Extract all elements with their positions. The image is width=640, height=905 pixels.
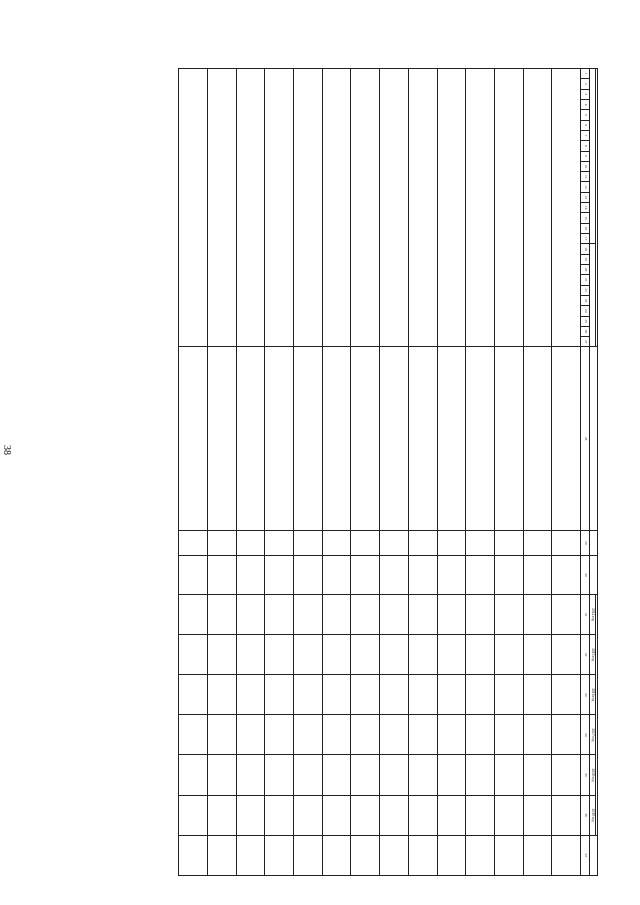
column-number: 1: [581, 69, 590, 79]
description-cell: [494, 347, 523, 530]
table-row: [494, 69, 523, 876]
year-value-cell: [494, 595, 523, 635]
year-value-cell: [207, 755, 236, 795]
description-cell: [466, 347, 495, 530]
column-number: 37: [581, 835, 590, 875]
base-year-cell: [552, 556, 581, 595]
year-value-cell: [523, 675, 552, 715]
target-value-cell: [523, 835, 552, 875]
code-cell: [466, 69, 495, 347]
column-number: 15: [581, 213, 590, 223]
year-value-cell: [179, 635, 208, 675]
description-cell: [408, 347, 437, 530]
year-value-cell: [437, 715, 466, 755]
table-row: [207, 69, 236, 876]
year-value-cell: [552, 795, 581, 835]
year-value-cell: [236, 675, 265, 715]
column-number: 26: [581, 326, 590, 336]
base-year-cell: [236, 556, 265, 595]
year-value-cell: [408, 715, 437, 755]
table-body: [179, 69, 581, 876]
year-value-cell: [437, 755, 466, 795]
target-value-cell: [236, 835, 265, 875]
year-value-cell: [466, 595, 495, 635]
unit-cell: [207, 530, 236, 555]
year-value-cell: [351, 755, 380, 795]
year-value-cell: [294, 715, 323, 755]
column-number: 17: [581, 234, 590, 244]
unit-cell: [494, 530, 523, 555]
year-value-cell: [552, 595, 581, 635]
year-header: 2014 год: [590, 595, 596, 635]
unit-cell: [236, 530, 265, 555]
table-row: [523, 69, 552, 876]
year-value-cell: [437, 675, 466, 715]
year-value-cell: [408, 635, 437, 675]
base-year-cell: [494, 556, 523, 595]
year-value-cell: [351, 715, 380, 755]
description-cell: [207, 347, 236, 530]
year-value-cell: [523, 595, 552, 635]
year-value-cell: [380, 795, 409, 835]
target-value-cell: [494, 835, 523, 875]
description-cell: [523, 347, 552, 530]
base-year-cell: [294, 556, 323, 595]
year-value-cell: [466, 675, 495, 715]
target-value-cell: [408, 835, 437, 875]
year-value-cell: [523, 795, 552, 835]
column-number: 36: [581, 795, 590, 835]
unit-cell: [408, 530, 437, 555]
budget-codes-header: [596, 69, 598, 347]
base-year-cell: [437, 556, 466, 595]
unit-cell: [523, 530, 552, 555]
year-value-cell: [494, 755, 523, 795]
header-row: [596, 69, 598, 876]
column-number: 22: [581, 285, 590, 295]
code-cell: [380, 69, 409, 347]
year-value-cell: [351, 635, 380, 675]
column-number: 33: [581, 675, 590, 715]
target-value-cell: [294, 835, 323, 875]
unit-header: [590, 530, 598, 555]
year-value-cell: [236, 715, 265, 755]
target-value-cell: [351, 835, 380, 875]
year-value-cell: [322, 635, 351, 675]
year-value-cell: [552, 715, 581, 755]
column-number: 25: [581, 316, 590, 326]
column-number-row: [581, 69, 590, 876]
column-number: 9: [581, 151, 590, 161]
year-value-cell: [494, 635, 523, 675]
year-value-cell: [265, 675, 294, 715]
description-cell: [322, 347, 351, 530]
year-value-cell: [179, 715, 208, 755]
base-year-cell: [179, 556, 208, 595]
year-value-cell: [265, 635, 294, 675]
year-value-cell: [294, 635, 323, 675]
base-year-cell: [265, 556, 294, 595]
column-number: 23: [581, 295, 590, 305]
column-number: 18: [581, 244, 590, 254]
year-value-cell: [322, 595, 351, 635]
column-number: 3: [581, 89, 590, 99]
year-value-cell: [466, 715, 495, 755]
code-cell: [494, 69, 523, 347]
year-value-cell: [552, 635, 581, 675]
year-value-cell: [179, 795, 208, 835]
table-row: [265, 69, 294, 876]
target-header: [590, 835, 598, 875]
year-value-cell: [236, 795, 265, 835]
unit-cell: [552, 530, 581, 555]
table-row: [466, 69, 495, 876]
target-value-cell: [466, 835, 495, 875]
table-row: [552, 69, 581, 876]
description-cell: [294, 347, 323, 530]
unit-cell: [380, 530, 409, 555]
column-number: 24: [581, 306, 590, 316]
year-value-cell: [351, 675, 380, 715]
unit-cell: [437, 530, 466, 555]
column-number: 5: [581, 110, 590, 120]
code-cell: [179, 69, 208, 347]
unit-cell: [466, 530, 495, 555]
code-cell: [408, 69, 437, 347]
year-value-cell: [236, 755, 265, 795]
target-value-cell: [179, 835, 208, 875]
year-value-cell: [466, 755, 495, 795]
year-value-cell: [179, 675, 208, 715]
column-number: 20: [581, 264, 590, 274]
unit-cell: [294, 530, 323, 555]
year-value-cell: [380, 675, 409, 715]
column-number: 10: [581, 161, 590, 171]
description-cell: [236, 347, 265, 530]
code-cell: [322, 69, 351, 347]
base-year-cell: [523, 556, 552, 595]
description-cell: [552, 347, 581, 530]
code-cell: [552, 69, 581, 347]
column-number: 14: [581, 203, 590, 213]
year-value-cell: [380, 715, 409, 755]
year-value-cell: [466, 635, 495, 675]
column-number: 19: [581, 254, 590, 264]
year-value-cell: [523, 755, 552, 795]
page-number: 38: [1, 445, 12, 455]
year-value-cell: [380, 595, 409, 635]
code-cell: [437, 69, 466, 347]
year-value-cell: [322, 715, 351, 755]
year-value-cell: [552, 675, 581, 715]
column-number: 13: [581, 192, 590, 202]
column-number: 27: [581, 337, 590, 347]
year-header: 2015 год: [590, 635, 596, 675]
code-cell: [236, 69, 265, 347]
column-number: 34: [581, 715, 590, 755]
year-value-cell: [466, 795, 495, 835]
column-number: 29: [581, 530, 590, 555]
year-value-cell: [494, 675, 523, 715]
year-value-cell: [179, 755, 208, 795]
years-group-header: [596, 595, 598, 836]
year-value-cell: [408, 795, 437, 835]
year-value-cell: [207, 795, 236, 835]
year-header: 2016 год: [590, 675, 596, 715]
base-year-cell: [408, 556, 437, 595]
year-value-cell: [408, 755, 437, 795]
year-value-cell: [265, 755, 294, 795]
classification-subheader: [590, 69, 596, 244]
table-row: [380, 69, 409, 876]
year-value-cell: [351, 595, 380, 635]
year-value-cell: [294, 795, 323, 835]
code-cell: [351, 69, 380, 347]
year-value-cell: [523, 635, 552, 675]
year-value-cell: [207, 675, 236, 715]
year-value-cell: [437, 635, 466, 675]
year-header: 2018 год: [590, 755, 596, 795]
year-value-cell: [494, 715, 523, 755]
column-number: 16: [581, 223, 590, 233]
target-value-cell: [380, 835, 409, 875]
program-indicators-table: [178, 68, 598, 876]
column-number: 32: [581, 635, 590, 675]
year-value-cell: [265, 595, 294, 635]
extra-codes-subheader: [590, 244, 596, 347]
column-number: 8: [581, 141, 590, 151]
base-year-header: [590, 556, 598, 595]
column-number: 35: [581, 755, 590, 795]
column-number: 12: [581, 182, 590, 192]
year-value-cell: [351, 795, 380, 835]
year-value-cell: [294, 675, 323, 715]
year-value-cell: [552, 755, 581, 795]
code-cell: [523, 69, 552, 347]
target-value-cell: [552, 835, 581, 875]
column-number: 6: [581, 120, 590, 130]
year-value-cell: [294, 755, 323, 795]
year-value-cell: [265, 715, 294, 755]
column-number: 21: [581, 275, 590, 285]
unit-cell: [179, 530, 208, 555]
target-value-cell: [265, 835, 294, 875]
year-value-cell: [179, 595, 208, 635]
table-row: [322, 69, 351, 876]
code-cell: [207, 69, 236, 347]
base-year-cell: [207, 556, 236, 595]
column-number: 28: [581, 347, 590, 530]
column-number: 2: [581, 79, 590, 89]
year-value-cell: [408, 595, 437, 635]
unit-cell: [265, 530, 294, 555]
table-row: [236, 69, 265, 876]
year-header: 2017 год: [590, 715, 596, 755]
column-number: 31: [581, 595, 590, 635]
column-number: 4: [581, 99, 590, 109]
column-number: 7: [581, 130, 590, 140]
description-cell: [437, 347, 466, 530]
target-value-cell: [207, 835, 236, 875]
target-value-cell: [322, 835, 351, 875]
description-cell: [265, 347, 294, 530]
year-value-cell: [322, 795, 351, 835]
year-value-cell: [294, 595, 323, 635]
year-value-cell: [207, 635, 236, 675]
year-header: 2019 год: [590, 795, 596, 835]
base-year-cell: [351, 556, 380, 595]
year-value-cell: [523, 715, 552, 755]
table-row: [437, 69, 466, 876]
year-value-cell: [380, 635, 409, 675]
year-value-cell: [265, 795, 294, 835]
year-value-cell: [437, 595, 466, 635]
year-value-cell: [322, 675, 351, 715]
unit-cell: [351, 530, 380, 555]
year-value-cell: [207, 715, 236, 755]
base-year-cell: [466, 556, 495, 595]
year-value-cell: [494, 795, 523, 835]
code-cell: [265, 69, 294, 347]
code-cell: [294, 69, 323, 347]
table-row: [408, 69, 437, 876]
table-row: [179, 69, 208, 876]
column-number: 30: [581, 556, 590, 595]
year-value-cell: [236, 635, 265, 675]
program-name-header: [590, 347, 598, 530]
year-value-cell: [236, 595, 265, 635]
table-row: [294, 69, 323, 876]
year-value-cell: [322, 755, 351, 795]
description-cell: [351, 347, 380, 530]
column-number: 11: [581, 172, 590, 182]
unit-cell: [322, 530, 351, 555]
description-cell: [380, 347, 409, 530]
year-value-cell: [437, 795, 466, 835]
target-value-cell: [437, 835, 466, 875]
year-value-cell: [207, 595, 236, 635]
base-year-cell: [322, 556, 351, 595]
table-row: [351, 69, 380, 876]
description-cell: [179, 347, 208, 530]
year-value-cell: [380, 755, 409, 795]
base-year-cell: [380, 556, 409, 595]
year-value-cell: [408, 675, 437, 715]
rotated-table-wrapper: [178, 68, 598, 876]
